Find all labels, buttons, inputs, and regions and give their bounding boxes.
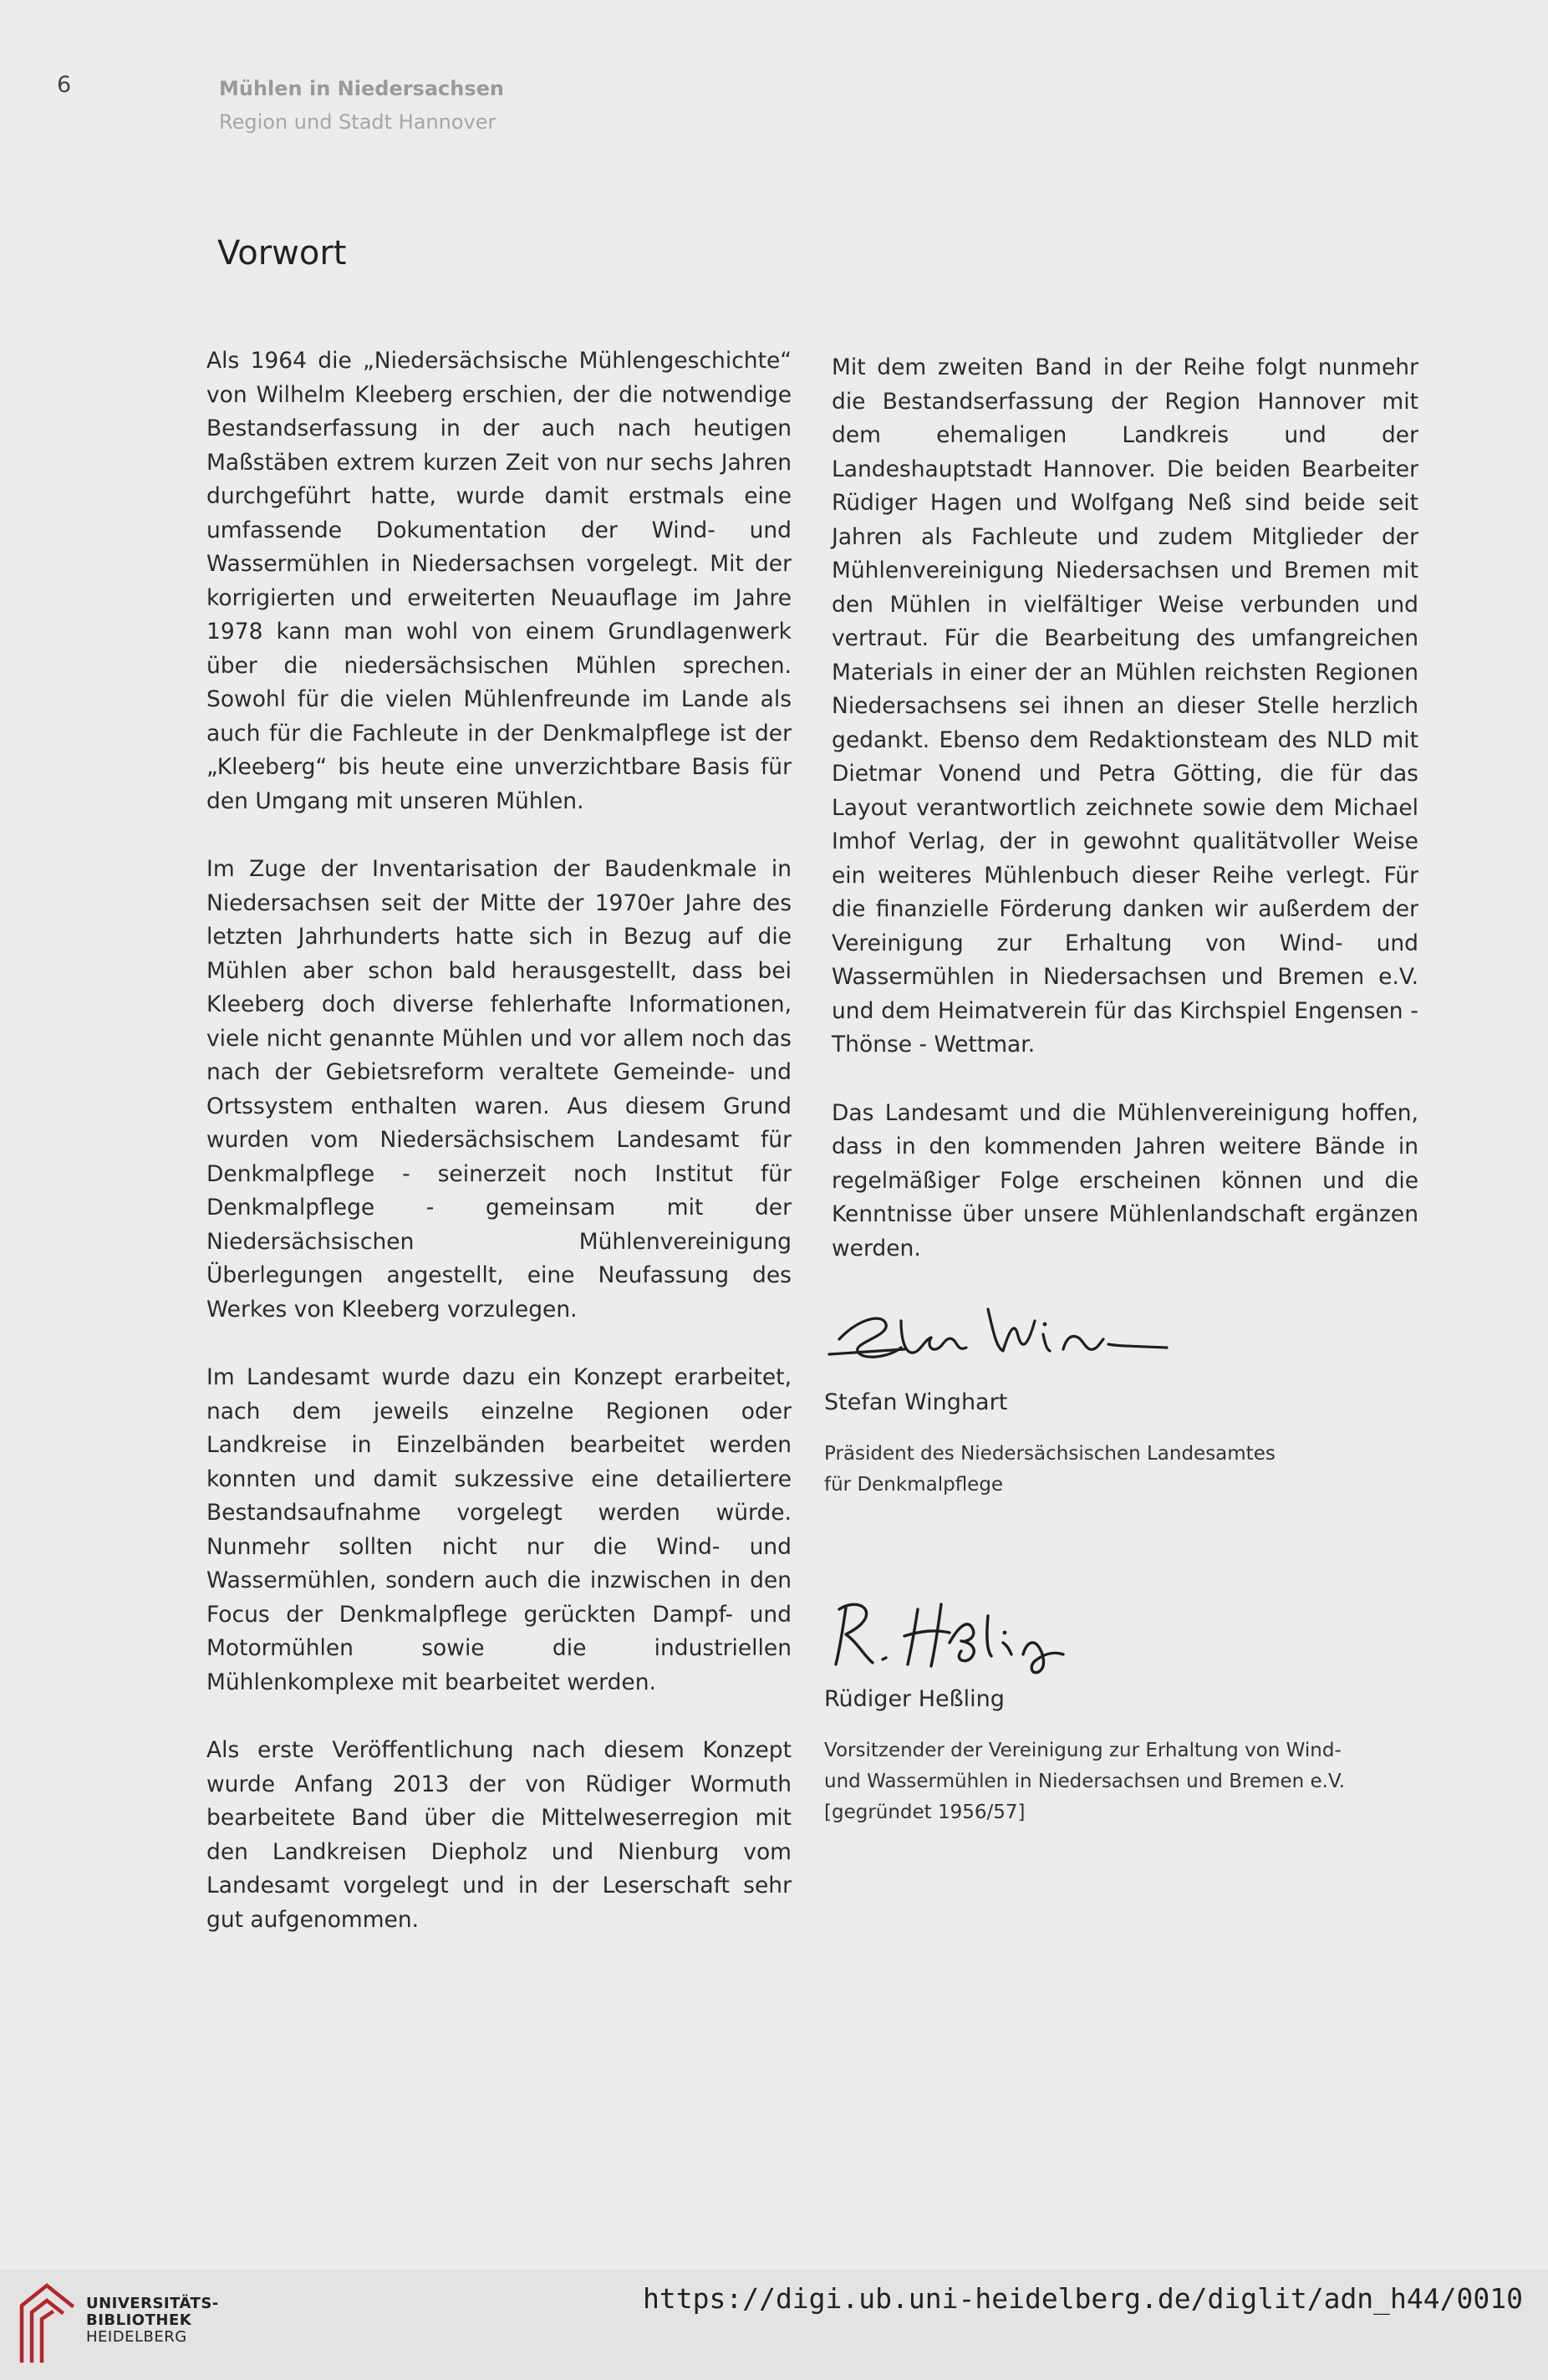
page-heading: Vorwort: [217, 234, 347, 273]
signature-block-hessling: [824, 1584, 1409, 1828]
role-line: [gegründet 1956/57]: [824, 1802, 1026, 1823]
signature-block-winghart: [824, 1287, 1409, 1501]
right-column: [832, 351, 1418, 1300]
paragraph: Im Zuge der Inventarisation der Baudenkmale in Niedersachsen seit der Mitte der 1970er Jahre des letzten Jahrhunderts hatte sich in Bezug auf die Mühlen aber schon bald herausgestellt, dass bei Kleeberg doch diverse fehlerhafte Informationen, viele nicht genannte Mühlen und vor allem noch das nach der Gebietsreform veraltete Gemeinde- und Ortssystem enthalten waren. Aus diesem Grund wurden vom Niedersächsischem Landesamt für Denkmalpflege - seinerzeit noch Institut für Denkmalpflege - gemeinsam mit der Niedersächsischen Mühlenvereinigung Überlegungen angestellt, eine Neufassung des Werkes von Kleeberg vorzulegen.: [206, 856, 792, 1323]
logo-line: BIBLIOTHEK: [86, 2311, 192, 2329]
library-name: [86, 2296, 219, 2346]
signer-name: Rüdiger Heßling: [824, 1686, 1005, 1712]
signer-role: [824, 1735, 1409, 1828]
paragraph: Im Landesamt wurde dazu ein Konzept erarbeitet, nach dem jeweils einzelne Regionen oder Landkreise in Einzelbänden bearbeitet werden konnten und damit sukzessive eine detailiertere Bestandsaufnahme vorgelegt werden würde. Nunmehr sollten nicht nur die Wind- und Wassermühlen, sondern auch die inzwischen in den Focus der Denkmalpflege gerückten Dampf- und Motormühlen sowie die industriellen Mühlenkomplexe mit bearbeitet werden.: [206, 1364, 792, 1695]
logo-line: UNIVERSITÄTS-: [86, 2295, 219, 2312]
running-subtitle: Region und Stadt Hannover: [219, 110, 496, 134]
running-title: Mühlen in Niedersachsen: [219, 77, 504, 100]
paragraph: Mit dem zweiten Band in der Reihe folgt nunmehr die Bestandserfassung der Region Hannover mit dem ehemaligen Landkreis und der Landeshauptstadt Hannover. Die beiden Bearbeiter Rüdiger Hagen und Wolfgang Neß sind beide seit Jahren als Fachleute und zudem Mitglieder der Mühlenvereinigung Niedersachsen und Bremen mit den Mühlen in vielfältiger Weise verbunden und vertraut. Für die Bearbeitung des umfangreichen Materials in einer der an Mühlen reichsten Regionen Niedersachsens sei ihnen an dieser Stelle herzlich gedankt. Ebenso dem Redaktionsteam des NLD mit Dietmar Vonend und Petra Götting, die für das Layout verantwortlich zeichnete sowie dem Michael Imhof Verlag, der in gewohnt qualitätvoller Weise ein weiteres Mühlenbuch dieser Reihe verlegt. Für die finanzielle Förderung danken wir außerdem der Vereinigung zur Erhaltung von Wind- und Wassermühlen in Niedersachsen und Bremen e.V. und dem Heimatverein für das Kirchspiel Engensen - Thönse - Wettmar.: [832, 354, 1418, 1057]
role-line: und Wassermühlen in Niedersachsen und Bremen e.V.: [824, 1771, 1346, 1792]
role-line: für Denkmalpflege: [824, 1474, 1004, 1496]
paragraph: Als 1964 die „Niedersächsische Mühlengeschichte“ von Wilhelm Kleeberg erschien, der die notwendige Bestandserfassung in der auch nach heutigen Maßstäben extrem kurzen Zeit von nur sechs Jahren durchgeführt hatte, wurde damit erstmals eine umfassende Dokumentation der Wind- und Wassermühlen in Niedersachsen vorgelegt. Mit der korrigierten und erweiterten Neuauflage im Jahre 1978 kann man wohl von einem Grundlagenwerk über die niedersächsischen Mühlen sprechen. Sowohl für die vielen Mühlenfreunde im Lande als auch für die Fachleute in der Denkmalpflege ist der „Kleeberg“ bis heute eine unverzichtbare Basis für den Umgang mit unseren Mühlen.: [206, 348, 792, 814]
signer-name: Stefan Winghart: [824, 1389, 1008, 1415]
paragraph: Das Landesamt und die Mühlenvereinigung hoffen, dass in den kommenden Jahren weitere Bände in regelmäßiger Folge erscheinen können und die Kenntnisse über unsere Mühlenlandschaft ergänzen werden.: [832, 1099, 1418, 1261]
left-column: [206, 344, 792, 1971]
role-line: Präsident des Niedersächsischen Landesamtes: [824, 1443, 1276, 1465]
signer-role: [824, 1439, 1409, 1501]
page-number: 6: [57, 72, 72, 98]
handwritten-signature: [824, 1584, 1192, 1676]
paragraph: Als erste Veröffentlichung nach diesem Konzept wurde Anfang 2013 der von Rüdiger Wormuth bearbeitete Band über die Mittelweserregion mit den Landkreisen Diepholz und Nienburg vom Landesamt vorgelegt und in der Leserschaft sehr gut aufgenommen.: [206, 1737, 792, 1933]
role-line: Vorsitzender der Vereinigung zur Erhaltung von Wind-: [824, 1740, 1342, 1761]
source-url-link[interactable]: https://digi.ub.uni-heidelberg.de/diglit/adn_h44/0010: [643, 2282, 1523, 2315]
handwritten-signature: [824, 1287, 1192, 1379]
university-library-logo-icon: [17, 2281, 77, 2364]
logo-line: HEIDELBERG: [86, 2328, 187, 2346]
